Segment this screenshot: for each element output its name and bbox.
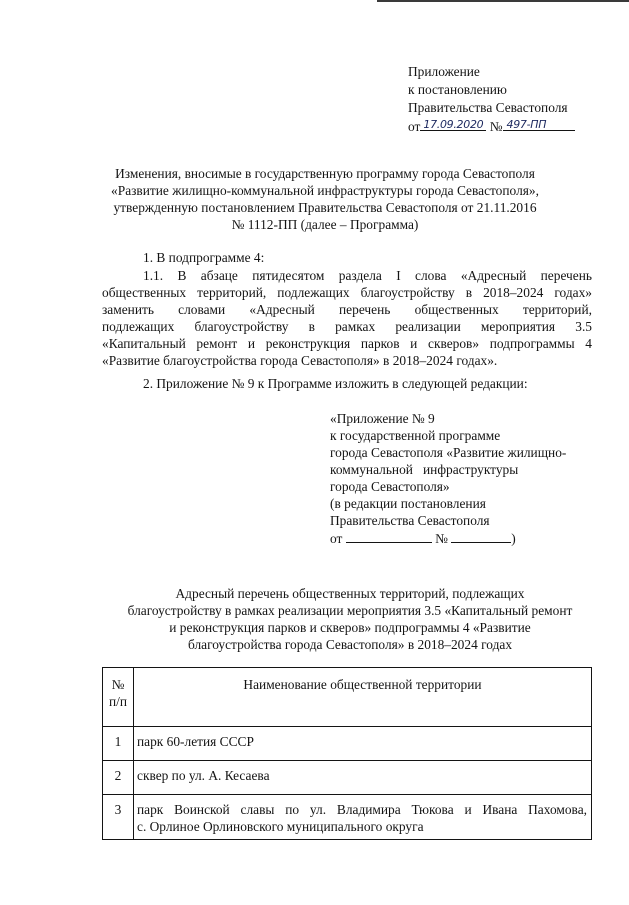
annex-block [330, 410, 600, 547]
appendix-label: Приложение [408, 64, 480, 79]
annex-line-1: «Приложение № 9 [330, 411, 435, 426]
table-row [103, 761, 592, 795]
p11-line-2: общественных территорий, подлежащих благоустройству в 2018–2024 годах» [102, 285, 592, 300]
list-title-line-1: Адресный перечень общественных территорий, подлежащих [175, 586, 525, 601]
date-field [420, 117, 486, 131]
annex-number-blank [451, 529, 511, 543]
p11-line-4: подлежащих благоустройству в рамках реализации мероприятия 3.5 [102, 319, 592, 334]
p11-line-3: заменить словами «Адресный перечень общественных территорий, [102, 302, 592, 317]
header-num-pp: п/п [108, 694, 128, 709]
annex-line-7: Правительства Севастополя [330, 513, 490, 528]
appendix-date-number-line [408, 117, 575, 135]
title-line-1: Изменения, вносимые в государственную программу города Севастополя [115, 166, 535, 181]
p11-line-5: «Капитальный ремонт и реконструкция парков и скверов» подпрограммы 4 [102, 336, 592, 351]
title-line-3: утвержденную постановлением Правительства Севастополя от 21.11.2016 [113, 200, 537, 215]
appendix-resolution-line: к постановлению [408, 82, 507, 97]
header-number-cell [103, 668, 134, 727]
annex-line-3: города Севастополя «Развитие жилищно- [330, 445, 567, 460]
paragraph-2: 2. Приложение № 9 к Программе изложить в следующей редакции: [143, 376, 528, 391]
handwritten-date: 17.09.2020 [423, 118, 484, 131]
row-number: 3 [103, 795, 134, 840]
row-number: 2 [103, 761, 134, 795]
list-title-line-3: и реконструкция парков и скверов» подпрограммы 4 «Развитие [169, 620, 531, 635]
annex-ot-label: от [330, 531, 343, 546]
annex-line-4: коммунальной инфраструктуры [330, 462, 519, 477]
header-num-sign: № [111, 677, 125, 692]
row-name-line-1: парк Воинской славы по ул. Владимира Тюкова и Ивана Пахомова, [137, 802, 587, 817]
annex-line-5: города Севастополя» [330, 479, 450, 494]
annex-line-2: к государственной программе [330, 428, 501, 443]
paragraph-1: 1. В подпрограмме 4: [143, 250, 265, 265]
list-title-line-4: благоустройства города Севастополя» в 2018–2024 годах [187, 637, 513, 652]
row-number: 1 [103, 727, 134, 761]
annex-line-6: (в редакции постановления [330, 496, 486, 511]
row-name [134, 795, 592, 840]
list-title-line-2: благоустройству в рамках реализации мероприятия 3.5 «Капитальный ремонт [127, 603, 573, 618]
annex-date-number-line [330, 529, 600, 547]
list-title [90, 585, 610, 653]
number-field [503, 117, 575, 131]
territory-table [102, 667, 592, 840]
table-row [103, 795, 592, 840]
paragraph-1-1 [102, 267, 592, 369]
header-name-cell: Наименование общественной территории [134, 668, 592, 727]
title-line-4: № 1112-ПП (далее – Программа) [231, 217, 419, 232]
annex-number-sign: № [435, 531, 448, 546]
p11-line-1: 1.1. В абзаце пятидесятом раздела I слова «Адресный перечень [143, 268, 592, 283]
table-row [103, 727, 592, 761]
table-header-row [103, 668, 592, 727]
top-edge-line [377, 0, 629, 2]
ot-label: от [408, 119, 421, 134]
annex-closing: ) [511, 531, 516, 546]
row-name: парк 60-летия СССР [134, 727, 592, 761]
document-title [60, 165, 590, 233]
appendix-government-line: Правительства Севастополя [408, 100, 568, 115]
title-line-2: «Развитие жилищно-коммунальной инфраструктуры города Севастополя», [111, 183, 539, 198]
handwritten-number: 497-ПП [506, 118, 547, 131]
row-name-line-2: с. Орлиное Орлиновского муниципального округа [137, 819, 424, 834]
annex-date-blank [346, 529, 432, 543]
number-sign: № [489, 119, 503, 134]
p11-line-6: «Развитие благоустройства города Севастополя» в 2018–2024 годах». [102, 353, 498, 368]
row-name: сквер по ул. А. Кесаева [134, 761, 592, 795]
